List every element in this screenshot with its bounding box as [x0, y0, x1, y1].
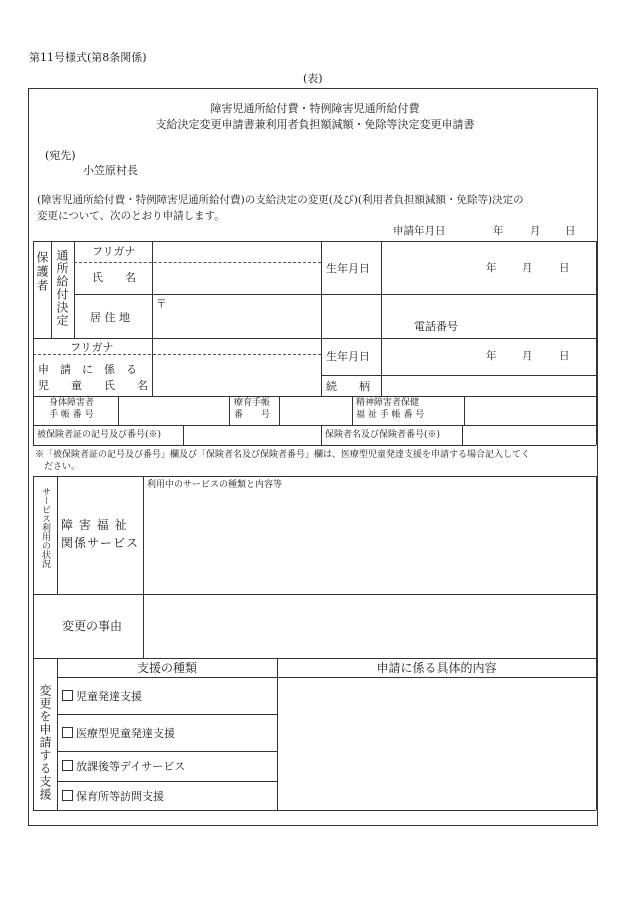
phone-label: 電話番号	[414, 320, 458, 333]
guardian-address-label: 居 住 地	[90, 311, 130, 324]
ryoiku-cert-field[interactable]	[280, 397, 351, 424]
postal-mark: 〒	[156, 298, 167, 310]
relation-field[interactable]	[382, 376, 595, 395]
reason-field[interactable]	[144, 595, 595, 657]
guardian-birth-year: 年	[486, 262, 497, 274]
child-furigana-label: フリガナ	[70, 341, 114, 354]
guardian-birth-label: 生年月日	[326, 262, 370, 275]
support-detail-header: 申請に係る具体的内容	[376, 661, 497, 675]
service-side-label: サービス利用の状況	[40, 487, 50, 568]
guardian-side-label: 保護者	[35, 251, 49, 293]
guidance-decision-side-label: 通所給付決定	[55, 249, 69, 327]
child-name-field[interactable]	[153, 355, 320, 395]
guardian-name-label: 氏 名	[92, 271, 136, 284]
insurer-label: 保険者名及び保険者番号(※)	[325, 430, 441, 440]
service-category-line2: 関係サービス	[61, 536, 140, 550]
support-option-medical-child-development[interactable]: 医療型児童発達支援	[62, 727, 175, 739]
form-title-line1: 障害児通所給付費・特例障害児通所給付費	[210, 102, 420, 115]
addressee-name: 小笠原村長	[83, 164, 138, 177]
child-birth-month: 月	[522, 350, 533, 362]
physical-cert-label-line1: 身体障害者	[49, 398, 95, 408]
insured-number-label: 被保険者証の記号及び番号(※)	[37, 430, 162, 440]
physical-cert-field[interactable]	[119, 397, 228, 424]
application-day: 日	[565, 225, 576, 237]
child-birth-label: 生年月日	[326, 350, 370, 363]
service-category-line1: 障 害 福 祉	[61, 518, 128, 532]
ryoiku-cert-label-line1: 療育手帳	[234, 398, 271, 408]
relation-label: 続 柄	[326, 380, 370, 393]
checkbox-icon[interactable]	[62, 690, 73, 701]
support-side-label: 変更を申請する支援	[38, 684, 52, 801]
physical-cert-label-line2: 手 帳 番 号	[49, 410, 94, 420]
mental-cert-label-line2: 福 祉 手 帳 番 号	[356, 410, 425, 420]
child-birth-year: 年	[486, 350, 497, 362]
support-option-child-development[interactable]: 児童発達支援	[62, 690, 142, 702]
side-label: (表)	[303, 72, 323, 85]
application-date-label: 申請年月日	[393, 225, 446, 237]
support-type-header: 支援の種類	[136, 661, 197, 675]
form-number: 第11号様式(第8条関係)	[29, 51, 147, 64]
service-content-field[interactable]	[144, 493, 595, 593]
insured-number-field[interactable]	[184, 426, 320, 444]
child-birth-day: 日	[559, 350, 570, 362]
child-furigana-field[interactable]	[153, 339, 320, 354]
checkbox-icon[interactable]	[62, 760, 73, 771]
reason-label: 変更の事由	[62, 619, 123, 633]
guardian-furigana-field[interactable]	[153, 242, 320, 262]
mental-cert-label-line1: 精神障害者保健	[356, 398, 420, 408]
child-name-label-line2: 児 童 氏 名	[38, 379, 148, 392]
application-month: 月	[530, 225, 541, 237]
support-detail-field[interactable]	[278, 678, 595, 809]
intro-line1: (障害児通所給付費・特例障害児通所給付費)の支給決定の変更(及び)(利用者負担額減額・免除等)決定の	[37, 194, 524, 206]
note-line1: ※「被保険者証の記号及び番号」欄及び「保険者名及び保険者番号」欄は、医療型児童発達支援を申請する場合記入してく	[35, 450, 531, 460]
checkbox-icon[interactable]	[62, 790, 73, 801]
note-line2: ださい。	[44, 462, 81, 472]
form-title-line2: 支給決定変更申請書兼利用者負担額減額・免除等決定変更申請書	[155, 118, 475, 131]
guardian-furigana-label: フリガナ	[92, 245, 136, 258]
service-content-label: 利用中のサービスの種類と内容等	[147, 480, 283, 490]
checkbox-icon[interactable]	[62, 727, 73, 738]
child-name-label-line1: 申 請 に 係 る	[38, 363, 137, 376]
guardian-name-field[interactable]	[153, 263, 320, 294]
insurer-field[interactable]	[463, 426, 595, 444]
support-option-after-school-day-service[interactable]: 放課後等デイサービス	[62, 760, 185, 772]
ryoiku-cert-label-line2: 番 号	[234, 410, 271, 420]
support-option-nursery-visit-support[interactable]: 保育所等訪問支援	[62, 790, 164, 802]
intro-line2: 変更について、次のとおり申請します。	[37, 210, 225, 222]
application-year: 年	[493, 225, 504, 237]
mental-cert-field[interactable]	[465, 397, 595, 424]
guardian-birth-month: 月	[522, 262, 533, 274]
guardian-address-field[interactable]	[153, 295, 595, 338]
addressee-label: (宛先)	[45, 149, 76, 162]
guardian-birth-day: 日	[559, 262, 570, 274]
